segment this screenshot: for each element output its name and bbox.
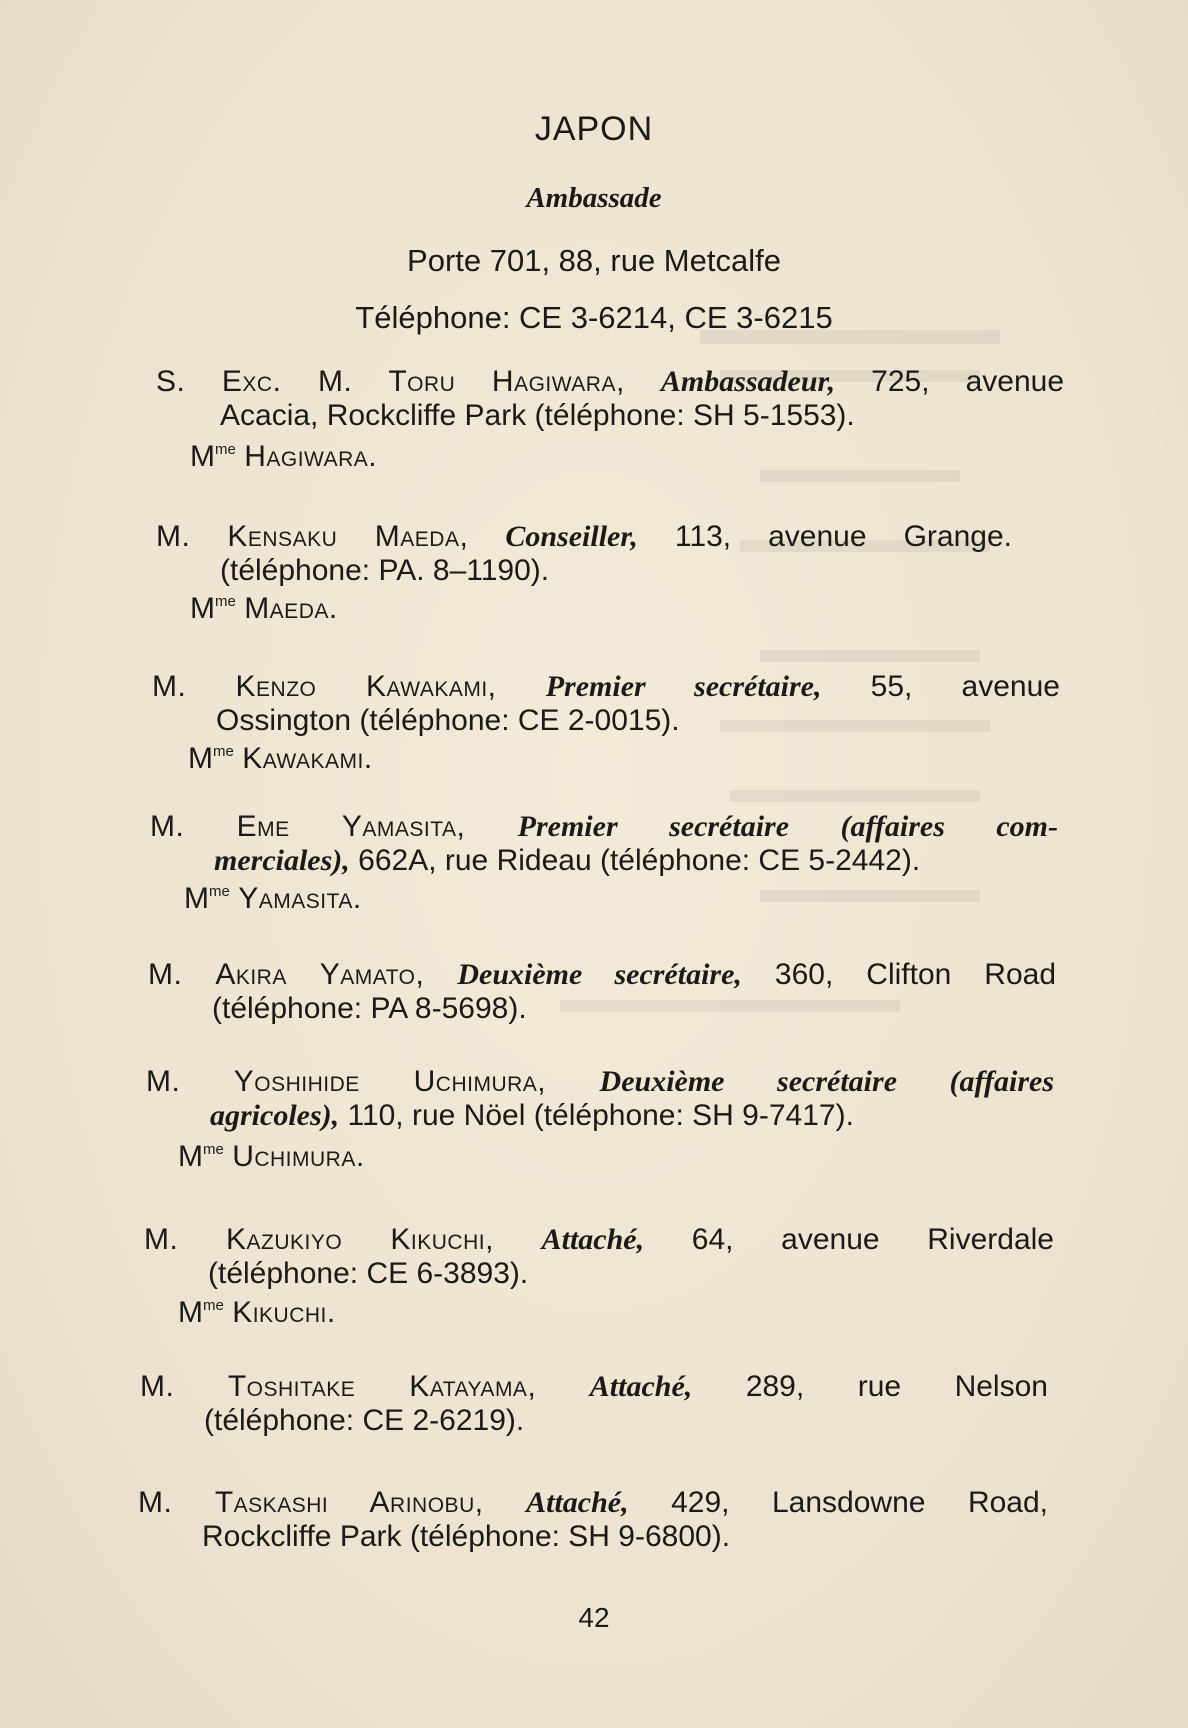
staff-title: Deuxième secrétaire,	[457, 958, 742, 991]
entry-line-1: M. Kazukiyo Kikuchi, Attaché, 64, avenue Riverdale	[144, 1223, 1054, 1256]
staff-title: Conseiller,	[505, 520, 638, 553]
staff-title: Attaché,	[526, 1486, 629, 1519]
staff-name: Toru Hagiwara,	[388, 365, 625, 398]
staff-name: Kensaku Maeda,	[227, 520, 469, 553]
entry-line-2: Ossington (téléphone: CE 2-0015).	[216, 704, 680, 737]
staff-title: Attaché,	[541, 1223, 645, 1256]
mission-type: Ambassade	[526, 182, 662, 214]
staff-name: Kenzo Kawakami,	[235, 670, 497, 703]
entry-line-2: agricoles), 110, rue Nöel (téléphone: SH 9-7417).	[210, 1099, 854, 1132]
entry-line-1: M. Kensaku Maeda, Conseiller, 113, avenue Grange.	[156, 520, 1012, 553]
entry-line-1: M. Yoshihide Uchimura, Deuxième secrétaire (affaires	[146, 1065, 1054, 1098]
spouse-line: $M^{me}$ Maeda.	[190, 592, 338, 625]
staff-name: Kazukiyo Kikuchi,	[226, 1223, 494, 1256]
staff-entry	[156, 520, 1012, 588]
staff-entry	[140, 1370, 1048, 1438]
entry-line-2: Acacia, Rockcliffe Park (téléphone: SH 5-1553).	[220, 399, 855, 432]
staff-title: Ambassadeur,	[660, 365, 836, 398]
staff-name: Eme Yamasita,	[236, 810, 466, 843]
staff-entry	[150, 810, 1058, 878]
spouse-line: $M^{me}$ Uchimura.	[178, 1140, 365, 1173]
staff-entry	[148, 958, 1056, 1026]
entry-line-1: M. Akira Yamato, Deuxième secrétaire, 360, Clifton Road	[148, 958, 1057, 991]
entry-line-1: S. Exc. M. Toru Hagiwara, Ambassadeur, 725, avenue	[156, 365, 1065, 398]
page-number: 42	[578, 1602, 610, 1633]
entry-line-1: M. Taskashi Arinobu, Attaché, 429, Lansdowne Road,	[138, 1486, 1049, 1519]
spouse-line: $M^{me}$ Yamasita.	[184, 882, 362, 915]
staff-entry	[146, 1065, 1054, 1133]
entry-line-2: (téléphone: CE 6-3893).	[208, 1257, 529, 1290]
staff-entry	[138, 1486, 1048, 1554]
staff-name: Taskashi Arinobu,	[214, 1486, 484, 1519]
staff-entry	[156, 365, 1064, 433]
staff-title: Premier secrétaire (affaires com-	[517, 810, 1059, 843]
spouse-line: $M^{me}$ Kawakami.	[188, 742, 373, 775]
entry-line-2: Rockcliffe Park (téléphone: SH 9-6800).	[202, 1520, 731, 1553]
entry-line-2: (téléphone: PA 8-5698).	[212, 992, 527, 1025]
spouse-line: $M^{me}$ Hagiwara.	[190, 440, 378, 473]
staff-title: Premier secrétaire,	[545, 670, 822, 703]
entry-line-1: M. Eme Yamasita, Premier secrétaire (affaires com-	[150, 810, 1059, 843]
embassy-telephone: Téléphone: CE 3-6214, CE 3-6215	[355, 300, 833, 335]
spouse-line: $M^{me}$ Kikuchi.	[178, 1296, 336, 1329]
entry-line-2: (téléphone: PA. 8–1190).	[220, 554, 550, 587]
entry-line-2: (téléphone: CE 2-6219).	[204, 1404, 525, 1437]
staff-entry	[144, 1223, 1054, 1291]
entry-line-1: M. Toshitake Katayama, Attaché, 289, rue Nelson	[140, 1370, 1048, 1403]
embassy-address: Porte 701, 88, rue Metcalfe	[407, 243, 781, 278]
entry-line-2: merciales), 662A, rue Rideau (téléphone: CE 5-2442).	[214, 844, 921, 877]
staff-name: Akira Yamato,	[215, 958, 425, 991]
entry-line-1: M. Kenzo Kawakami, Premier secrétaire, 55, avenue	[152, 670, 1060, 703]
country-heading: JAPON	[534, 110, 654, 148]
staff-title: Deuxième secrétaire (affaires	[599, 1065, 1054, 1098]
staff-name: Toshitake Katayama,	[227, 1370, 537, 1403]
staff-title: Attaché,	[589, 1370, 693, 1403]
staff-name: Yoshihide Uchimura,	[233, 1065, 547, 1098]
staff-entry	[152, 670, 1060, 738]
